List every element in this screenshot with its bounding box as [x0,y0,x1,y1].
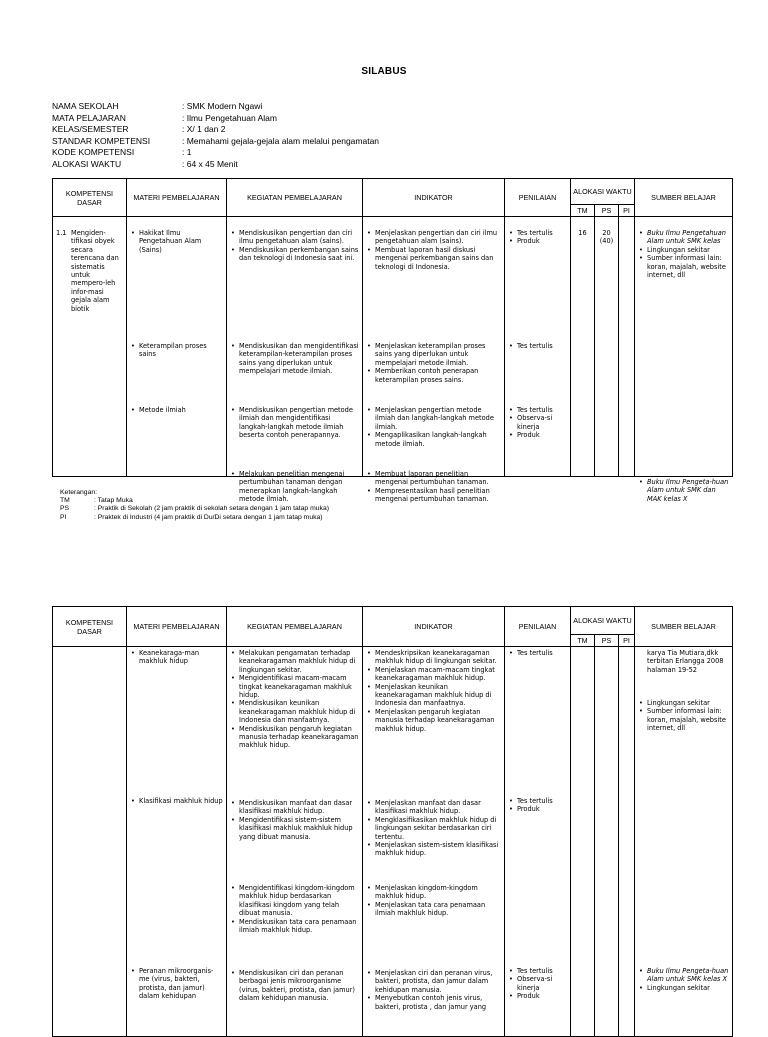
penilaian-cell [505,647,571,1037]
list-item: • Tes tertulis [505,797,567,805]
info-row-subject [52,113,379,125]
notes [60,489,329,522]
tm-cell [571,217,595,477]
list-item: • Mendiskusikan keunikan keanekaragaman makhluk hidup di Indonesia dan manfaatnya. [227,699,359,724]
info-value: : Memahami gejala-gejala alam melalui pengamatan [182,135,380,146]
list-item: • Menyebutkan contoh jenis virus, bakteri, protista , dan jamur yang [363,994,501,1011]
pi-cell [619,647,635,1037]
kompetensi-cell [53,217,127,477]
list-item: • Tes tertulis [505,342,567,350]
list-item: • Mengidentifikasi macam-macam tingkat keanekaragaman makhluk hidup. [227,674,359,699]
list-item: • Produk [505,237,567,245]
info-row-standard [52,136,379,148]
header-sumber: SUMBER BELAJAR [635,179,733,217]
header-kegiatan: KEGIATAN PEMBELAJARAN [227,179,363,217]
kegiatan-cell [227,217,363,504]
ps-cell [595,647,619,1037]
list-item: • Mendiskusikan tata cara penamaan ilmiah makhluk hidup. [227,918,359,935]
info-value: : Ilmu Pengetahuan Alam [182,112,277,123]
header-alokasi: ALOKASI WAKTU [571,179,635,205]
header-ps: PS [595,205,619,217]
list-item: • Lingkungan sekitar [635,246,729,254]
header-kompetensi: KOMPETENSI DASAR [53,179,127,217]
header-tm: TM [571,635,595,647]
note-text: : Praktik di Sekolah (2 jam praktik di sekolah setara dengan 1 jam tatap muka) [94,505,329,513]
list-item: • Buku Ilmu Pengeta-huan Alam untuk SMK kelas X [635,967,729,984]
source-continued: karya Tia Mutiara,dkk terbitan Erlangga 2008 halaman 19-52 [647,649,724,674]
list-item: • Observa-si kinerja [505,414,567,431]
tm-cell [571,647,595,1037]
list-item: • Menjelaskan kingdom-kingdom makhluk hidup. [363,884,501,901]
indikator-cell [363,647,505,1037]
header-pi: PI [619,205,635,217]
list-item: • Mendiskusikan manfaat dan dasar klasifikasi makhluk hidup. [227,799,359,816]
list-item: • Klasifikasi makhluk hidup [127,797,223,805]
list-item: • Menjelaskan pengertian metode ilmiah dan langkah-langkah metode ilmiah. [363,406,501,431]
header-kompetensi: KOMPETENSI DASAR [53,607,127,647]
header-penilaian: PENILAIAN [505,607,571,647]
header-penilaian: PENILAIAN [505,179,571,217]
kd-text: Mengiden-tifikasi obyek secara terencana dan sistematis untuk mempero-leh infor-masi gejala alam biotik [71,229,119,313]
list-item: • Menjelaskan ciri dan peranan virus, bakteri, protista, dan jamur dalam kehidupan manusia. [363,969,501,994]
info-row-time [52,159,379,171]
list-item: • Lingkungan sekitar [635,699,729,707]
list-item: • Produk [505,431,567,439]
list-item: • Membuat laporan penelitian mengenai pertumbuhan tanaman. [363,470,501,487]
info-label: MATA PELAJARAN [52,112,126,123]
list-item: • Produk [505,805,567,813]
list-item: • Mendiskusikan dan mengidentifikasi keterampilan-keterampilan proses sains yang diperlukan untuk mempelajari metode ilmiah. [227,342,359,376]
note-text: : Tatap Muka [94,497,133,505]
list-item: • Menjelaskan keunikan keanekaragaman makhluk hidup di Indonesia dan manfaatnya. [363,683,501,708]
header-sumber: SUMBER BELAJAR [635,607,733,647]
list-item: • Memberikan contoh penerapan keterampilan proses sains. [363,367,501,384]
header-materi: MATERI PEMBELAJARAN [127,607,227,647]
list-item: • Mendiskusikan ciri dan peranan berbagai jenis mikroorganisme (virus, bakteri, protista, dan jamur) dalam kehidupan manusia. [227,969,359,1003]
list-item: • Menjelaskan macam-macam tingkat keanekaragaman makhluk hidup. [363,666,501,683]
list-item: • Menjelaskan keterampilan proses sains yang diperlukan untuk mempelajari metode ilmiah. [363,342,501,367]
list-item: • Membuat laporan hasil diskusi mengenai perkembangan sains dan teknologi di Indonesia. [363,246,501,271]
header-materi: MATERI PEMBELAJARAN [127,179,227,217]
list-item: • Melakukan pengamatan terhadap keanekaragaman makhluk hidup di lingkungan sekitar. [227,649,359,674]
list-item: • Mendeskripsikan keanekaragaman makhluk hidup di lingkungan sekitar. [363,649,501,666]
note-row [60,505,329,513]
list-item: • Keanekaraga-man makhluk hidup [127,649,223,666]
list-item: • Mendiskusikan perkembangan sains dan teknologi di Indonesia saat ini. [227,246,359,263]
header-indikator: INDIKATOR [363,607,505,647]
list-item: • Lingkungan sekitar [635,984,729,992]
pi-cell [619,217,635,477]
list-item: • Mendiskusikan pengertian dan ciri ilmu pengetahuan alam (sains). [227,229,359,246]
list-item: • Menjelaskan manfaat dan dasar klasifikasi makhluk hidup. [363,799,501,816]
note-text: : Praktek di Industri (4 jam praktik di Du/Di setara dengan 1 jam tatap muka) [94,513,323,521]
list-item: • Mempresentasikan hasil penelitian mengenai pertumbuhan tanaman. [363,487,501,504]
list-item: • Mengaplikasikan langkah-langkah metode ilmiah. [363,431,501,448]
list-item: • Mendiskusikan pengaruh kegiatan manusia terhadap keanekaragaman makhluk hidup. [227,725,359,750]
list-item: • Keterampilan proses sains [127,342,223,359]
sumber-cell [635,217,733,503]
note-row [60,497,329,505]
info-row-school [52,101,379,113]
penilaian-cell [505,217,571,477]
materi-cell [127,217,227,477]
list-item: • Menjelaskan sistem-sistem klasifikasi makhluk hidup. [363,841,501,858]
list-item: • Mendiskusikan pengertian metode ilmiah dan mengidentifikasi langkah-langkah metode ilmiah beserta contoh penerapannya. [227,406,359,440]
list-item: • Menjelaskan pengaruh kegiatan manusia terhadap keanekaragaman makhluk hidup. [363,708,501,733]
list-item: • Tes tertulis [505,229,567,237]
info-label: NAMA SEKOLAH [52,101,119,111]
info-value: : X/ 1 dan 2 [182,124,226,134]
notes-heading: Keterangan: [60,489,98,496]
list-item: • Sumber informasi lain: koran, majalah, website internet, dll [635,254,729,279]
list-item: • Mengidentifikasi sistem-sistem klasifikasi makhluk makhluk hidup yang dibuat manusia. [227,816,359,841]
kompetensi-cell [53,647,127,1037]
document-title: SILABUS [361,66,407,77]
list-item: • Buku Ilmu Pengeta-huan Alam untuk SMK dan MAK kelas X [635,478,729,503]
info-row-class [52,124,379,136]
info-label: KODE KOMPETENSI [52,147,135,157]
note-row [60,514,329,522]
list-item: • Mengidentifikasi kingdom-kingdom makhluk hidup berdasarkan klasifikasi kingdom yang telah dibuat manusia. [227,884,359,918]
kompetensi-dasar [53,229,126,313]
note-key: PI [60,513,67,521]
list-item: • Buku Ilmu Pengetahuan Alam untuk SMK kelas [635,229,729,246]
info-label: STANDAR KOMPETENSI [52,135,151,146]
note-key: TM [60,497,70,505]
note-key: PS [60,505,70,513]
list-item: • Tes tertulis [505,967,567,975]
header-ps: PS [595,635,619,647]
list-item: • Mengklasifikasikan makhluk hidup di lingkungan sekitar berdasarkan ciri tertentu. [363,816,501,841]
list-item: • Menjelaskan pengertian dan ciri ilmu pengetahuan alam (sains). [363,229,501,246]
header-pi: PI [619,635,635,647]
tm-value: 16 [578,229,587,237]
kd-number: 1.1 [56,229,67,237]
header-indikator: INDIKATOR [363,179,505,217]
header-kegiatan: KEGIATAN PEMBELAJARAN [227,607,363,647]
info-value: : 64 x 45 Menit [182,158,238,169]
info-row-code [52,147,379,159]
header-tm: TM [571,205,595,217]
school-info [52,101,379,170]
list-item: • Menjelaskan tata cara penamaan ilmiah makhluk hidup. [363,901,501,918]
list-item: • Tes tertulis [505,649,567,657]
info-label: ALOKASI WAKTU [52,158,122,169]
header-alokasi: ALOKASI WAKTU [571,607,635,635]
list-item: • Observa-si kinerja [505,975,567,992]
sumber-cell [635,647,733,1037]
list-item: • Hakikat Ilmu Pengetahuan Alam (Sains) [127,229,223,254]
list-item: • Melakukan penelitian mengenai pertumbuhan tanaman dengan menerapkan langkah-langkah metode ilmiah. [227,470,359,504]
kegiatan-cell [227,647,363,1037]
list-item: • Tes tertulis [505,406,567,414]
ps-cell [595,217,619,477]
indikator-cell [363,217,505,504]
materi-cell [127,647,227,1037]
list-item: • Sumber informasi lain: koran, majalah, website internet, dll [635,707,729,732]
list-item: • Peranan mikroorganis-me (virus, bakteri, protista, dan jamur) dalam kehidupan [127,967,223,1001]
syllabus-table-2 [52,606,733,1037]
info-label: KELAS/SEMESTER [52,124,129,134]
info-value: : 1 [182,147,192,157]
list-item: • Produk [505,992,567,1000]
list-item: • Metode ilmiah [127,406,223,414]
ps-value: 20 (40) [599,229,614,246]
info-value: : SMK Modern Ngawi [182,101,263,111]
